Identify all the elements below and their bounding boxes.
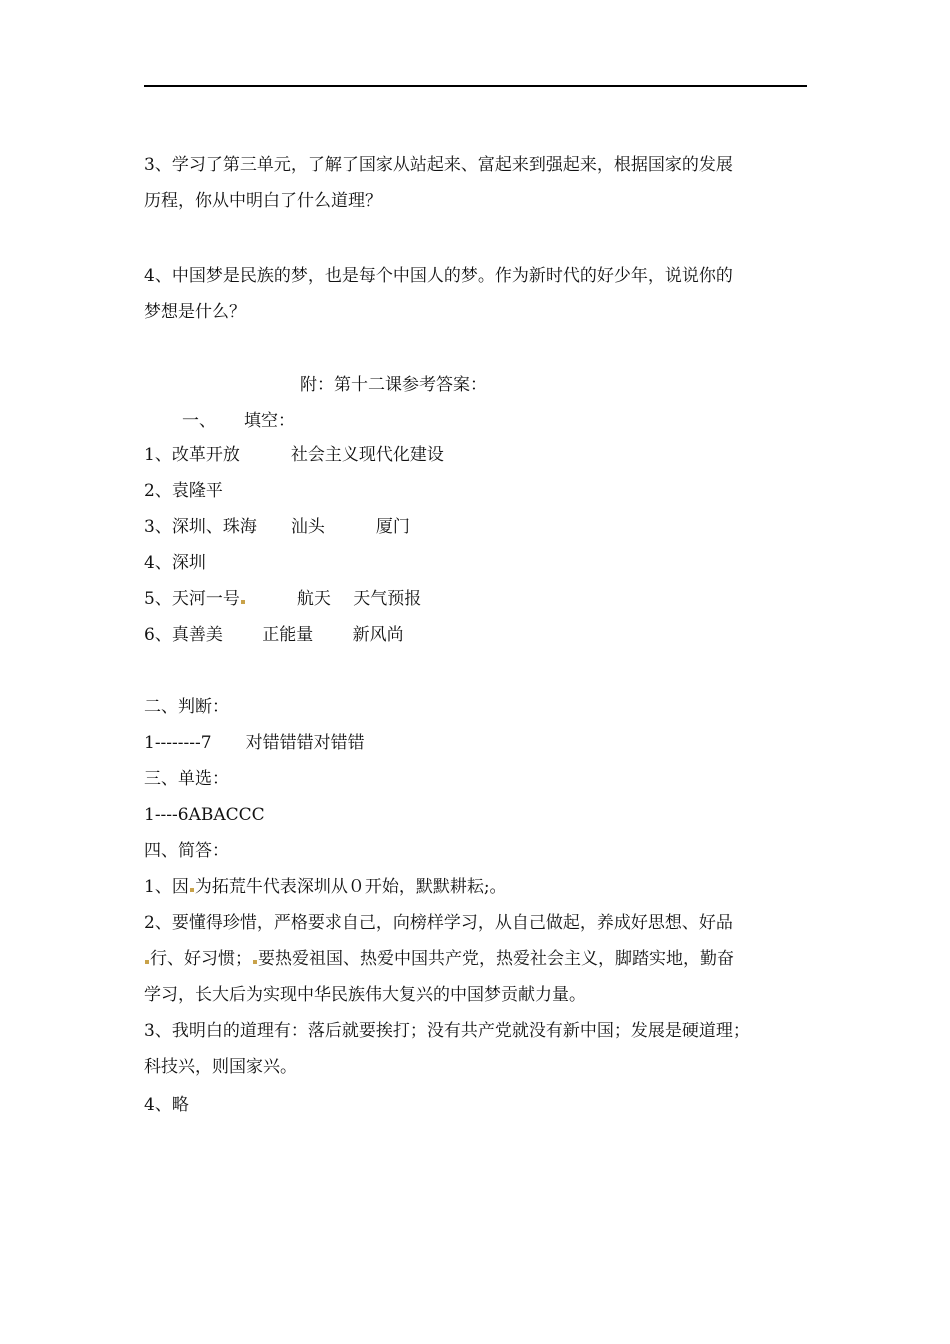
single-choice-heading: 三、单选： <box>144 769 229 789</box>
short-answer-heading: 四、简答： <box>144 841 229 861</box>
fill-answer-5 <box>144 587 421 611</box>
edit-mark <box>145 960 149 964</box>
question-4-line-1: 4、中国梦是民族的梦，也是每个中国人的梦。作为新时代的好少年，说说你的 <box>144 266 733 286</box>
short-answer-2-line-2-part-2: 要热爱祖国、热爱中国共产党，热爱社会主义，脚踏实地，勤奋 <box>258 949 734 969</box>
edit-mark <box>190 888 194 892</box>
fill-answer-5-part-2: 航天 天气预报 <box>245 589 422 609</box>
judge-answer: 1--------7 对错错错对错错 <box>144 733 365 753</box>
fill-answer-3: 3、深圳、珠海 汕头 厦门 <box>144 517 410 537</box>
fill-answer-4: 4、深圳 <box>144 553 206 573</box>
short-answer-2-line-3: 学习，长大后为实现中华民族伟大复兴的中国梦贡献力量。 <box>144 985 586 1005</box>
fill-answer-1: 1、改革开放 社会主义现代化建设 <box>144 445 444 465</box>
short-answer-3-line-1: 3、我明白的道理有：落后就要挨打；没有共产党就没有新中国；发展是硬道理； <box>144 1021 750 1041</box>
short-answer-2-line-1: 2、要懂得珍惜，严格要求自己，向榜样学习，从自己做起，养成好思想、好品 <box>144 913 733 933</box>
short-answer-3-line-2: 科技兴，则国家兴。 <box>144 1057 297 1077</box>
short-answer-1 <box>144 875 507 899</box>
short-answer-2-line-2-part-1: 行、好习惯； <box>150 949 252 969</box>
judge-heading: 二、判断： <box>144 697 229 717</box>
single-choice-answer: 1----6ABACCC <box>144 805 265 825</box>
fill-answer-6: 6、真善美 正能量 新风尚 <box>144 625 404 645</box>
answers-title: 附：第十二课参考答案： <box>300 375 487 395</box>
question-3-line-2: 历程，你从中明白了什么道理？ <box>144 191 382 211</box>
question-3-line-1: 3、学习了第三单元，了解了国家从站起来、富起来到强起来，根据国家的发展 <box>144 155 733 175</box>
question-4-line-2: 梦想是什么？ <box>144 302 246 322</box>
short-answer-2-line-2 <box>144 947 734 971</box>
short-answer-4: 4、略 <box>144 1095 189 1115</box>
edit-mark <box>241 600 245 604</box>
short-answer-1-part-2: 为拓荒牛代表深圳从０开始，默默耕耘;。 <box>194 877 507 897</box>
edit-mark <box>253 960 257 964</box>
header-rule <box>144 85 807 87</box>
fill-heading-number: 一、 <box>182 411 216 431</box>
short-answer-1-part-1: 1、因 <box>144 877 189 897</box>
fill-answer-2: 2、袁隆平 <box>144 481 223 501</box>
fill-answer-5-part-1: 5、天河一号 <box>144 589 240 609</box>
fill-heading: 填空： <box>244 411 295 431</box>
